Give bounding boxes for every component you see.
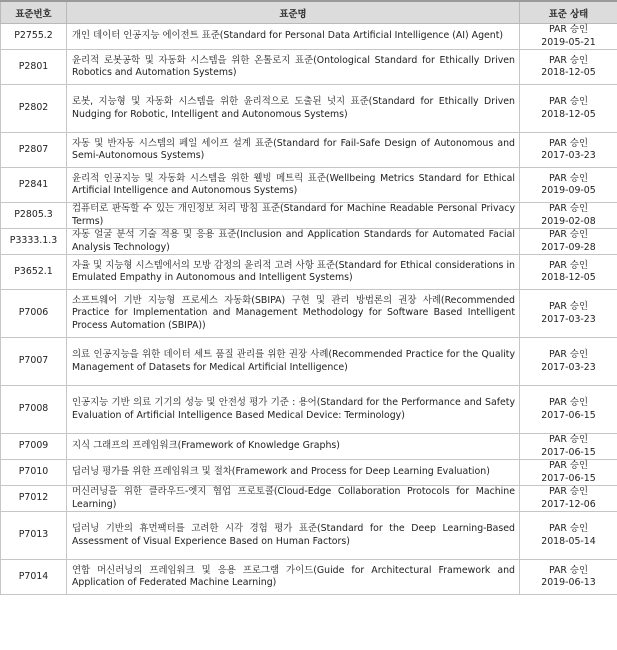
table-row [1,85,617,133]
standard-status-cell [520,460,617,486]
table-row [1,512,617,560]
status-date: 2017-06-15 [541,446,596,458]
standard-number: P7010 [1,460,67,486]
status-date: 2018-12-05 [541,272,596,283]
standard-status-cell [520,168,617,203]
standard-name: 인공지능 기반 의료 기기의 성능 및 안전성 평가 기준 : 용어(Standard for the Performance and Safety Evaluation of Artificial Intelligence Based Medical Device: Terminology) [67,386,520,434]
status-date: 2017-12-06 [541,498,596,510]
standard-status-cell [520,203,617,229]
status-date: 2019-02-08 [541,215,596,227]
status-label: PAR 승인 [548,172,589,184]
status-date: 2017-03-23 [541,313,596,325]
status-label: PAR 승인 [548,349,589,360]
standard-status-cell [520,229,617,255]
status-date: 2018-05-14 [541,535,596,547]
table-row [1,486,617,512]
standard-status-cell [520,386,617,434]
status-date: 2019-06-13 [541,577,596,588]
table-row [1,24,617,50]
header-row [1,1,617,24]
standard-number: P3333.1.3 [1,229,67,255]
table-row [1,460,617,486]
standard-name: 컴퓨터로 판독할 수 있는 개인정보 처리 방침 표준(Standard for Machine Readable Personal Privacy Terms) [67,203,520,229]
standard-status-cell [520,85,617,133]
status-date: 2017-03-23 [541,150,596,161]
standard-number: P2801 [1,50,67,85]
standard-name: 자동 및 반자동 시스템의 페일 세이프 설계 표준(Standard for Fail-Safe Design of Autonomous and Semi-Autonomous Systems) [67,133,520,168]
standard-number: P7006 [1,290,67,338]
status-date: 2017-03-23 [541,361,596,373]
table-row [1,203,617,229]
status-label: PAR 승인 [548,486,589,497]
status-label: PAR 승인 [548,54,589,66]
standard-name: 윤리적 로봇공학 및 자동화 시스템을 위한 온톨로지 표준(Ontological Standard for Ethically Driven Robotics and Automation Systems) [67,50,520,85]
standard-status-cell [520,560,617,595]
table-row [1,229,617,255]
standard-number: P2807 [1,133,67,168]
status-label: PAR 승인 [548,96,589,107]
status-date: 2019-05-21 [541,36,596,48]
status-date: 2018-12-05 [541,108,596,120]
table-row [1,386,617,434]
table-row [1,434,617,460]
status-date: 2018-12-05 [541,67,596,78]
status-label: PAR 승인 [548,434,589,445]
table-row [1,290,617,338]
table-row [1,133,617,168]
standard-name: 지식 그래프의 프레임워크(Framework of Knowledge Graphs) [67,434,520,460]
standard-number: P7007 [1,338,67,386]
standard-name: 딥러닝 평가를 위한 프레임워크 및 절차(Framework and Process for Deep Learning Evaluation) [67,460,520,486]
status-label: PAR 승인 [548,137,589,149]
status-label: PAR 승인 [548,301,589,312]
standard-status-cell [520,434,617,460]
standard-name: 딥러닝 기반의 휴먼팩터를 고려한 시각 경험 평가 표준(Standard for the Deep Learning-Based Assessment of Visual Experience Based on Human Factors) [67,512,520,560]
standard-name: 의료 인공지능을 위한 데이터 세트 품질 관리를 위한 권장 사례(Recommended Practice for the Quality Management of Datasets for Medical Artificial Intelligence) [67,338,520,386]
standard-number: P7013 [1,512,67,560]
status-label: PAR 승인 [548,24,589,35]
table-row [1,50,617,85]
standard-name: 머신러닝을 위한 클라우드-엣지 협업 프로토콜(Cloud-Edge Collaboration Protocols for Machine Learning) [67,486,520,512]
table-row [1,338,617,386]
standard-name: 자동 얼굴 분석 기술 적용 및 응용 표준(Inclusion and Application Standards for Automated Facial Analysis Technology) [67,229,520,255]
status-label: PAR 승인 [548,229,589,240]
standard-status-cell [520,133,617,168]
status-label: PAR 승인 [548,523,589,534]
status-date: 2019-09-05 [541,185,596,196]
standard-status-cell [520,24,617,50]
standard-status-cell [520,338,617,386]
standard-number: P7008 [1,386,67,434]
standard-number: P3652.1 [1,255,67,290]
table-row [1,560,617,595]
status-label: PAR 승인 [548,259,589,271]
table-row [1,168,617,203]
standard-name: 연합 머신러닝의 프레임워크 및 응용 프로그램 가이드(Guide for Architectural Framework and Application of Federated Machine Learning) [67,560,520,595]
status-label: PAR 승인 [548,564,589,576]
standard-number: P2841 [1,168,67,203]
standard-status-cell [520,255,617,290]
standard-number: P7012 [1,486,67,512]
standard-status-cell [520,486,617,512]
header-standard-status: 표준 상태 [520,1,617,24]
standard-name: 윤리적 인공지능 및 자동화 시스템을 위한 웰빙 메트릭 표준(Wellbeing Metrics Standard for Ethical Artificial Intelligence and Autonomous Systems) [67,168,520,203]
standard-status-cell [520,512,617,560]
standard-status-cell [520,50,617,85]
status-label: PAR 승인 [548,203,589,214]
status-label: PAR 승인 [548,397,589,408]
standard-number: P2805.3 [1,203,67,229]
standard-name: 자율 및 지능형 시스템에서의 모방 감정의 윤리적 고려 사항 표준(Standard for Ethical considerations in Emulated Empathy in Autonomous and Intelligent Systems) [67,255,520,290]
status-date: 2017-06-15 [541,409,596,421]
standard-number: P7009 [1,434,67,460]
header-standard-number: 표준번호 [1,1,67,24]
standard-number: P2755.2 [1,24,67,50]
status-label: PAR 승인 [548,460,589,471]
header-standard-name: 표준명 [67,1,520,24]
standard-number: P7014 [1,560,67,595]
standard-name: 소프트웨어 기반 지능형 프로세스 자동화(SBIPA) 구현 및 관리 방법론의 권장 사례(Recommended Practice for Implementation and Management Methodology for Software Based Intelligent Process Automation (SBIPA)) [67,290,520,338]
status-date: 2017-09-28 [541,241,596,253]
standard-number: P2802 [1,85,67,133]
standard-status-cell [520,290,617,338]
standard-name: 로봇, 지능형 및 자동화 시스템을 위한 윤리적으로 도출된 넛지 표준(Standard for Ethically Driven Nudging for Robotic, Intelligent and Autonomous Systems) [67,85,520,133]
status-date: 2017-06-15 [541,472,596,484]
table-row [1,255,617,290]
standard-name: 개인 데이터 인공지능 에이전트 표준(Standard for Personal Data Artificial Intelligence (AI) Agent) [67,24,520,50]
